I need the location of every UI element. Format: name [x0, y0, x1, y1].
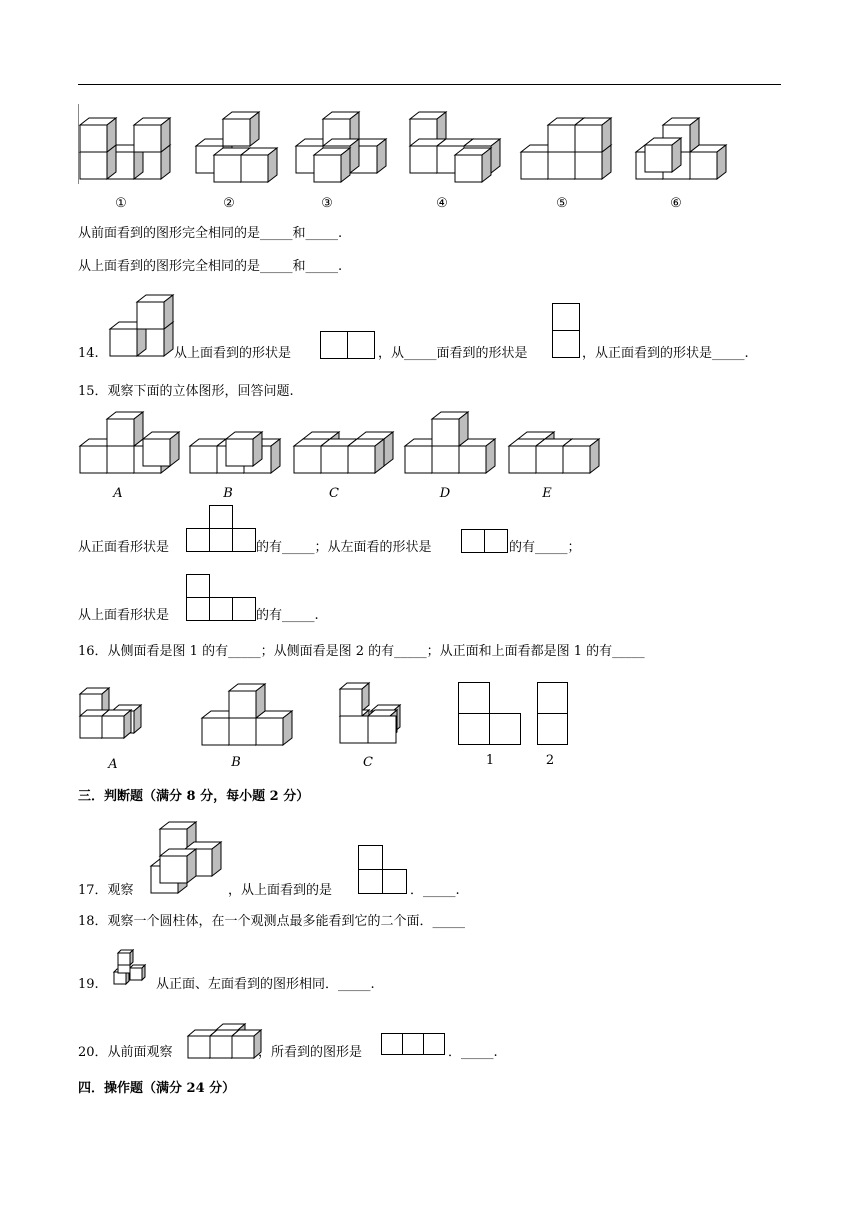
q13-figure-1-icon	[80, 118, 170, 179]
q14-text-b: ，从_____面看到的形状是	[378, 346, 528, 361]
q16-figure-c-icon	[340, 683, 400, 743]
q16-figures	[78, 680, 598, 760]
q16-view-label-2: 2	[545, 753, 555, 768]
q20-text-b: ．_____.	[448, 1045, 498, 1060]
q15-figure-label-b: B	[223, 486, 233, 501]
q13-figure-label-3: ③	[321, 196, 333, 211]
q16-view-label-1: 1	[485, 753, 495, 768]
section-3-heading: 三．判断题（满分 8 分，每小题 2 分）	[78, 789, 310, 804]
q13-figure-3-icon	[296, 112, 386, 182]
q15-front-text-a: 从正面看形状是	[78, 540, 170, 555]
q17-text-b: ．_____.	[410, 883, 460, 898]
q13-figure-label-4: ④	[436, 196, 448, 211]
q13-figure-6-icon	[636, 118, 726, 179]
q20-text-a: ，所看到的图形是	[258, 1045, 363, 1060]
q15-top-text-b: 的有_____.	[256, 608, 319, 623]
q15-figures	[78, 405, 618, 485]
q15-figure-d-icon	[405, 412, 495, 473]
q13-figure-label-6: ⑥	[670, 196, 682, 211]
q15-front-view-icon	[186, 505, 266, 557]
q15-figure-a-icon	[80, 412, 179, 473]
q15-title: 15．观察下面的立体图形，回答问题.	[78, 384, 294, 399]
q15-figure-e-icon	[509, 432, 599, 473]
q15-front-text-b: 的有_____；从左面看的形状是	[256, 540, 432, 555]
q13-figure-label-2: ②	[223, 196, 235, 211]
q15-top-view-icon	[186, 574, 266, 626]
q16-text: 16．从侧面看是图 1 的有_____；从侧面看是图 2 的有_____；从正面和上面看都是图 1 的有_____	[78, 644, 645, 659]
header-rule	[78, 84, 781, 85]
q19-figure-icon	[108, 946, 158, 996]
q16-figure-a-icon	[80, 688, 141, 738]
q15-figure-b-icon	[190, 432, 280, 473]
q18-text: 18．观察一个圆柱体，在一个观测点最多能看到它的二个面．_____	[78, 914, 466, 929]
q14-side-view-icon	[552, 303, 584, 365]
q15-figure-label-c: C	[329, 486, 339, 501]
q17-text-a: ，从上面看到的是	[228, 883, 333, 898]
q20-number: 20．从前面观察	[78, 1045, 173, 1060]
q15-figure-c-icon	[294, 432, 393, 473]
q13-figure-label-5: ⑤	[556, 196, 568, 211]
q20-front-view-icon	[381, 1033, 453, 1059]
q16-figure-label-c: C	[363, 755, 373, 770]
q14-number: 14.	[78, 346, 99, 361]
q15-figure-label-a: A	[113, 486, 123, 501]
section-4-heading: 四．操作题（满分 24 分）	[78, 1081, 236, 1096]
q15-top-text-a: 从上面看形状是	[78, 608, 170, 623]
q13-figure-5-icon	[521, 118, 611, 179]
q13-figure-4-icon	[410, 112, 500, 182]
q15-figure-label-e: E	[542, 486, 552, 501]
q14-text-c: ，从正面看到的形状是_____.	[582, 346, 749, 361]
q17-top-view-icon	[358, 845, 418, 901]
q15-front-text-c: 的有_____；	[509, 540, 581, 555]
q14-top-view-icon	[320, 331, 380, 363]
q15-figure-label-d: D	[439, 486, 451, 501]
q16-figure-label-a: A	[108, 757, 118, 772]
q16-figure-b-icon	[202, 684, 292, 745]
q13-line-1: 从前面看到的图形完全相同的是_____和_____.	[78, 226, 343, 241]
q17-figure-icon	[148, 814, 238, 894]
q19-text: 从正面、左面看到的图形相同．_____.	[156, 977, 375, 992]
q13-figure-2-icon	[196, 112, 277, 182]
q16-view-1-icon	[459, 683, 521, 745]
q16-figure-label-b: B	[231, 755, 241, 770]
q13-figure-label-1: ①	[115, 196, 127, 211]
q14-text-a: 从上面看到的形状是	[174, 346, 292, 361]
q13-line-2: 从上面看到的图形完全相同的是_____和_____.	[78, 259, 343, 274]
q16-view-2-icon	[538, 683, 568, 745]
q17-number: 17．观察	[78, 883, 134, 898]
q19-number: 19.	[78, 977, 99, 992]
q20-figure-icon	[186, 1016, 266, 1066]
